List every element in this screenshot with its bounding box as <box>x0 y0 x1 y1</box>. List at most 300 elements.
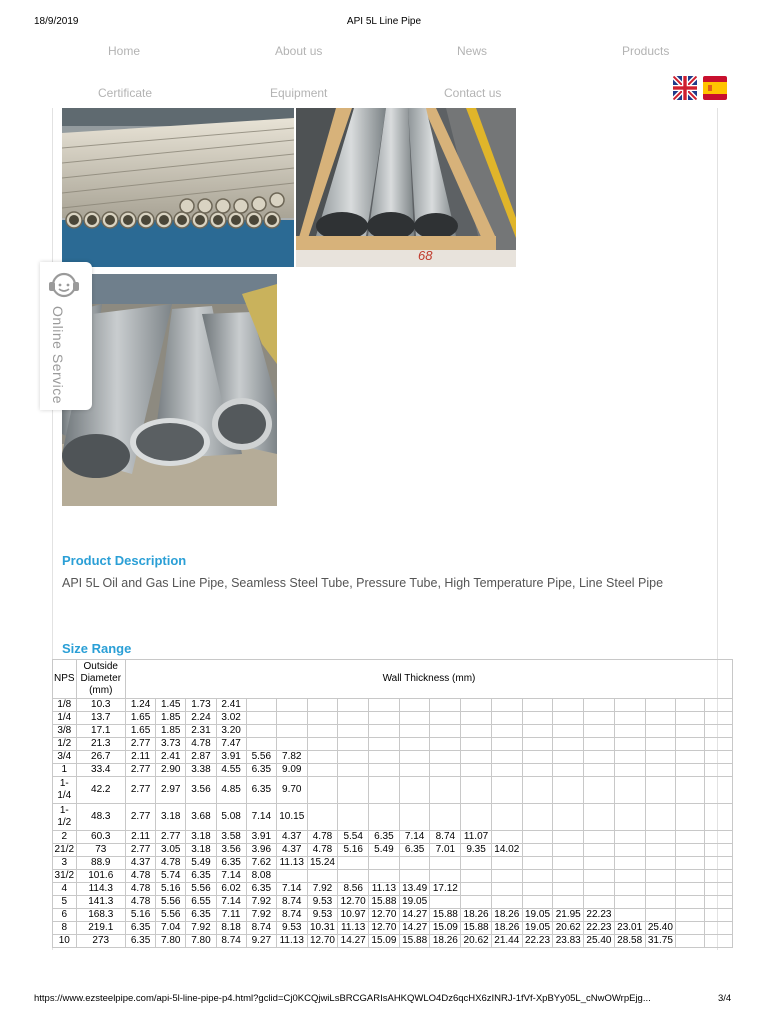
cell-wall-thickness: 5.16 <box>338 844 369 857</box>
cell-wall-thickness <box>307 699 338 712</box>
cell-outside-diameter: 10.3 <box>76 699 125 712</box>
table-row <box>53 896 733 909</box>
cell-wall-thickness <box>369 712 400 725</box>
cell-wall-thickness: 9.09 <box>276 764 307 777</box>
cell-wall-thickness <box>461 870 492 883</box>
cell-wall-thickness <box>645 896 676 909</box>
print-url: https://www.ezsteelpipe.com/api-5l-line-pipe-p4.html?gclid=Cj0KCQjwiLsBRCGARIsAHKQWLO4Dz6qcHX6zINRJ-1fVf-XpBYy05L_cNwOWrpEjg... <box>34 993 651 1004</box>
cell-wall-thickness: 14.27 <box>399 909 430 922</box>
cell-wall-thickness <box>645 844 676 857</box>
cell-wall-thickness <box>461 699 492 712</box>
cell-wall-thickness: 8.74 <box>276 909 307 922</box>
cell-wall-thickness: 2.77 <box>125 844 155 857</box>
table-row <box>53 738 733 751</box>
cell-wall-thickness: 6.35 <box>399 844 430 857</box>
table-row <box>53 712 733 725</box>
cell-wall-thickness: 9.35 <box>461 844 492 857</box>
cell-wall-thickness: 1.85 <box>156 712 186 725</box>
cell-wall-thickness <box>522 738 553 751</box>
cell-wall-thickness: 8.56 <box>338 883 369 896</box>
cell-outside-diameter: 114.3 <box>76 883 125 896</box>
cell-wall-thickness: 6.35 <box>369 831 400 844</box>
cell-wall-thickness <box>369 738 400 751</box>
cell-wall-thickness: 6.35 <box>216 857 246 870</box>
cell-wall-thickness: 1.73 <box>186 699 216 712</box>
cell-outside-diameter: 26.7 <box>76 751 125 764</box>
cell-wall-thickness <box>584 804 615 831</box>
table-row <box>53 935 733 948</box>
cell-wall-thickness: 9.27 <box>246 935 276 948</box>
cell-wall-thickness <box>553 738 584 751</box>
cell-wall-thickness: 23.01 <box>614 922 645 935</box>
cell-wall-thickness <box>522 857 553 870</box>
cell-outside-diameter: 33.4 <box>76 764 125 777</box>
cell-wall-thickness <box>307 725 338 738</box>
cell-wall-thickness <box>645 725 676 738</box>
cell-wall-thickness <box>461 804 492 831</box>
cell-wall-thickness <box>461 777 492 804</box>
cell-wall-thickness: 2.97 <box>156 777 186 804</box>
cell-wall-thickness <box>704 883 732 896</box>
cell-wall-thickness: 6.35 <box>186 909 216 922</box>
cell-wall-thickness <box>584 725 615 738</box>
cell-wall-thickness <box>553 857 584 870</box>
cell-wall-thickness: 22.23 <box>584 909 615 922</box>
cell-wall-thickness: 15.24 <box>307 857 338 870</box>
cell-wall-thickness <box>369 764 400 777</box>
cell-outside-diameter: 101.6 <box>76 870 125 883</box>
cell-wall-thickness <box>430 804 461 831</box>
cell-wall-thickness: 1.65 <box>125 725 155 738</box>
cell-wall-thickness: 5.56 <box>156 909 186 922</box>
cell-wall-thickness <box>614 831 645 844</box>
cell-wall-thickness <box>614 804 645 831</box>
cell-wall-thickness <box>522 777 553 804</box>
cell-wall-thickness: 14.27 <box>338 935 369 948</box>
cell-wall-thickness <box>704 909 732 922</box>
nav-item-equipment[interactable]: Equipment <box>270 86 328 100</box>
cell-wall-thickness <box>704 922 732 935</box>
cell-wall-thickness <box>676 831 704 844</box>
cell-wall-thickness <box>338 804 369 831</box>
cell-wall-thickness <box>307 777 338 804</box>
cell-wall-thickness: 4.78 <box>125 870 155 883</box>
cell-wall-thickness <box>399 738 430 751</box>
cell-wall-thickness: 11.13 <box>338 922 369 935</box>
cell-wall-thickness <box>430 738 461 751</box>
cell-wall-thickness: 9.53 <box>307 909 338 922</box>
cell-wall-thickness: 3.73 <box>156 738 186 751</box>
cell-wall-thickness <box>614 712 645 725</box>
cell-outside-diameter: 273 <box>76 935 125 948</box>
cell-wall-thickness <box>522 751 553 764</box>
cell-wall-thickness: 3.91 <box>246 831 276 844</box>
cell-wall-thickness: 13.49 <box>399 883 430 896</box>
cell-wall-thickness: 3.18 <box>156 804 186 831</box>
cell-outside-diameter: 17.1 <box>76 725 125 738</box>
cell-wall-thickness <box>584 896 615 909</box>
cell-wall-thickness <box>645 804 676 831</box>
table-row <box>53 804 733 831</box>
cell-wall-thickness <box>338 870 369 883</box>
cell-wall-thickness: 4.78 <box>307 831 338 844</box>
cell-wall-thickness <box>645 738 676 751</box>
cell-wall-thickness <box>276 725 307 738</box>
cell-wall-thickness <box>614 764 645 777</box>
cell-wall-thickness: 2.77 <box>125 764 155 777</box>
cell-wall-thickness <box>369 725 400 738</box>
cell-wall-thickness <box>614 738 645 751</box>
cell-nps: 5 <box>53 896 77 909</box>
size-range-heading: Size Range <box>62 641 132 656</box>
cell-wall-thickness <box>553 831 584 844</box>
print-title: API 5L Line Pipe <box>346 16 422 27</box>
cell-wall-thickness <box>399 764 430 777</box>
cell-wall-thickness: 20.62 <box>461 935 492 948</box>
cell-wall-thickness <box>522 725 553 738</box>
cell-wall-thickness <box>676 909 704 922</box>
cell-wall-thickness: 2.90 <box>156 764 186 777</box>
cell-wall-thickness <box>399 699 430 712</box>
cell-wall-thickness <box>399 857 430 870</box>
cell-wall-thickness: 8.74 <box>276 896 307 909</box>
cell-wall-thickness <box>430 777 461 804</box>
table-row <box>53 725 733 738</box>
cell-wall-thickness: 5.74 <box>156 870 186 883</box>
cell-wall-thickness: 11.07 <box>461 831 492 844</box>
cell-wall-thickness <box>461 751 492 764</box>
cell-wall-thickness: 5.49 <box>186 857 216 870</box>
cell-wall-thickness <box>553 870 584 883</box>
cell-wall-thickness <box>584 844 615 857</box>
cell-wall-thickness: 4.78 <box>125 883 155 896</box>
cell-wall-thickness <box>246 725 276 738</box>
nav-item-home[interactable]: Home <box>108 44 141 58</box>
cell-wall-thickness <box>676 764 704 777</box>
cell-wall-thickness <box>246 699 276 712</box>
cell-wall-thickness: 7.14 <box>246 804 276 831</box>
cell-wall-thickness: 7.14 <box>216 896 246 909</box>
cell-wall-thickness: 25.40 <box>584 935 615 948</box>
cell-outside-diameter: 21.3 <box>76 738 125 751</box>
cell-wall-thickness <box>276 870 307 883</box>
cell-wall-thickness: 2.41 <box>216 699 246 712</box>
print-footer <box>0 993 768 1007</box>
cell-wall-thickness: 3.68 <box>186 804 216 831</box>
cell-wall-thickness: 7.92 <box>246 896 276 909</box>
cell-wall-thickness <box>461 857 492 870</box>
cell-wall-thickness <box>584 857 615 870</box>
cell-nps: 31/2 <box>53 870 77 883</box>
cell-wall-thickness <box>553 844 584 857</box>
cell-wall-thickness <box>614 896 645 909</box>
cell-wall-thickness <box>645 777 676 804</box>
cell-wall-thickness <box>553 804 584 831</box>
table-row <box>53 764 733 777</box>
nav-item-about-us[interactable]: About us <box>275 44 323 58</box>
nav-item-products[interactable]: Products <box>622 44 670 58</box>
cell-wall-thickness <box>614 725 645 738</box>
nav-item-certificate[interactable]: Certificate <box>98 86 153 100</box>
cell-wall-thickness <box>307 712 338 725</box>
cell-wall-thickness <box>522 896 553 909</box>
cell-nps: 8 <box>53 922 77 935</box>
cell-wall-thickness <box>553 712 584 725</box>
cell-wall-thickness: 8.74 <box>430 831 461 844</box>
cell-wall-thickness <box>430 857 461 870</box>
cell-wall-thickness: 11.13 <box>369 883 400 896</box>
cell-wall-thickness <box>645 712 676 725</box>
cell-wall-thickness: 5.56 <box>246 751 276 764</box>
cell-wall-thickness: 1.85 <box>156 725 186 738</box>
cell-wall-thickness <box>614 699 645 712</box>
cell-wall-thickness <box>522 870 553 883</box>
cell-wall-thickness <box>704 725 732 738</box>
cell-wall-thickness: 15.09 <box>430 922 461 935</box>
cell-wall-thickness <box>614 777 645 804</box>
cell-wall-thickness <box>676 804 704 831</box>
cell-wall-thickness: 14.27 <box>399 922 430 935</box>
cell-wall-thickness <box>430 751 461 764</box>
cell-wall-thickness <box>461 883 492 896</box>
cell-wall-thickness: 1.24 <box>125 699 155 712</box>
cell-wall-thickness <box>614 883 645 896</box>
cell-wall-thickness <box>491 751 522 764</box>
cell-nps: 1/4 <box>53 712 77 725</box>
cell-wall-thickness: 4.78 <box>307 844 338 857</box>
cell-wall-thickness <box>522 804 553 831</box>
cell-wall-thickness <box>645 883 676 896</box>
cell-wall-thickness <box>584 777 615 804</box>
cell-wall-thickness <box>491 896 522 909</box>
cell-wall-thickness: 12.70 <box>369 922 400 935</box>
print-date: 18/9/2019 <box>34 16 79 27</box>
cell-wall-thickness <box>399 777 430 804</box>
cell-wall-thickness: 15.88 <box>461 922 492 935</box>
cell-wall-thickness: 7.92 <box>246 909 276 922</box>
cell-wall-thickness: 22.23 <box>584 922 615 935</box>
cell-wall-thickness: 19.05 <box>522 922 553 935</box>
cell-outside-diameter: 42.2 <box>76 777 125 804</box>
cell-wall-thickness: 2.11 <box>125 831 155 844</box>
cell-wall-thickness <box>307 870 338 883</box>
cell-wall-thickness: 6.35 <box>125 922 155 935</box>
cell-wall-thickness: 2.77 <box>125 777 155 804</box>
cell-wall-thickness <box>522 699 553 712</box>
table-row <box>53 922 733 935</box>
cell-wall-thickness <box>676 777 704 804</box>
cell-wall-thickness: 14.02 <box>491 844 522 857</box>
product-description-heading: Product Description <box>62 553 187 568</box>
cell-wall-thickness: 7.11 <box>216 909 246 922</box>
cell-wall-thickness: 3.56 <box>216 844 246 857</box>
cell-wall-thickness: 5.54 <box>338 831 369 844</box>
cell-wall-thickness <box>676 896 704 909</box>
cell-wall-thickness <box>430 870 461 883</box>
cell-wall-thickness: 15.09 <box>369 935 400 948</box>
cell-wall-thickness <box>369 870 400 883</box>
cell-wall-thickness <box>491 712 522 725</box>
cell-wall-thickness <box>614 751 645 764</box>
cell-wall-thickness: 18.26 <box>430 935 461 948</box>
cell-wall-thickness: 3.38 <box>186 764 216 777</box>
cell-wall-thickness: 17.12 <box>430 883 461 896</box>
cell-wall-thickness <box>553 699 584 712</box>
cell-nps: 10 <box>53 935 77 948</box>
cell-wall-thickness <box>676 712 704 725</box>
cell-wall-thickness <box>645 751 676 764</box>
cell-wall-thickness <box>491 883 522 896</box>
cell-wall-thickness <box>704 764 732 777</box>
cell-wall-thickness: 2.77 <box>156 831 186 844</box>
cell-wall-thickness: 3.18 <box>186 844 216 857</box>
cell-wall-thickness: 1.45 <box>156 699 186 712</box>
cell-wall-thickness: 15.88 <box>430 909 461 922</box>
cell-wall-thickness: 7.14 <box>276 883 307 896</box>
cell-wall-thickness: 4.78 <box>125 896 155 909</box>
cell-wall-thickness <box>676 922 704 935</box>
cell-nps: 1-1/4 <box>53 777 77 804</box>
cell-wall-thickness: 3.58 <box>216 831 246 844</box>
cell-wall-thickness <box>430 896 461 909</box>
cell-wall-thickness <box>461 738 492 751</box>
cell-wall-thickness <box>676 699 704 712</box>
cell-wall-thickness: 4.37 <box>276 844 307 857</box>
cell-wall-thickness: 11.13 <box>276 935 307 948</box>
print-page-number: 3/4 <box>718 993 732 1004</box>
cell-wall-thickness <box>584 699 615 712</box>
cell-nps: 1 <box>53 764 77 777</box>
cell-wall-thickness: 1.65 <box>125 712 155 725</box>
cell-wall-thickness: 12.70 <box>369 909 400 922</box>
cell-outside-diameter: 60.3 <box>76 831 125 844</box>
cell-wall-thickness <box>676 844 704 857</box>
cell-wall-thickness: 6.35 <box>125 935 155 948</box>
cell-wall-thickness: 5.56 <box>156 896 186 909</box>
cell-wall-thickness: 23.83 <box>553 935 584 948</box>
cell-wall-thickness <box>276 712 307 725</box>
cell-wall-thickness <box>399 751 430 764</box>
cell-wall-thickness: 31.75 <box>645 935 676 948</box>
cell-wall-thickness: 28.58 <box>614 935 645 948</box>
cell-wall-thickness <box>676 883 704 896</box>
header-outside-diameter: Outside Diameter (mm) <box>76 660 125 699</box>
table-row <box>53 751 733 764</box>
cell-wall-thickness: 2.24 <box>186 712 216 725</box>
cell-wall-thickness <box>399 725 430 738</box>
table-header-row <box>53 660 733 699</box>
cell-wall-thickness <box>246 738 276 751</box>
cell-nps: 3/8 <box>53 725 77 738</box>
cell-wall-thickness <box>276 699 307 712</box>
table-row <box>53 870 733 883</box>
cell-wall-thickness: 4.78 <box>186 738 216 751</box>
cell-wall-thickness <box>704 777 732 804</box>
cell-wall-thickness: 5.16 <box>125 909 155 922</box>
cell-wall-thickness <box>584 764 615 777</box>
cell-wall-thickness <box>491 857 522 870</box>
cell-wall-thickness <box>338 777 369 804</box>
cell-wall-thickness: 5.08 <box>216 804 246 831</box>
cell-wall-thickness <box>522 844 553 857</box>
cell-wall-thickness: 6.35 <box>246 777 276 804</box>
cell-outside-diameter: 48.3 <box>76 804 125 831</box>
cell-wall-thickness: 7.47 <box>216 738 246 751</box>
cell-wall-thickness <box>369 751 400 764</box>
cell-wall-thickness <box>614 844 645 857</box>
header-nps: NPS <box>53 660 77 699</box>
cell-wall-thickness <box>491 764 522 777</box>
table-row <box>53 777 733 804</box>
cell-wall-thickness <box>399 804 430 831</box>
cell-wall-thickness: 12.70 <box>338 896 369 909</box>
nav-item-contact-us[interactable]: Contact us <box>444 86 502 100</box>
cell-wall-thickness: 2.11 <box>125 751 155 764</box>
cell-wall-thickness <box>430 699 461 712</box>
size-range-table <box>52 659 733 948</box>
cell-wall-thickness: 3.56 <box>186 777 216 804</box>
cell-wall-thickness <box>553 896 584 909</box>
cell-wall-thickness <box>399 870 430 883</box>
cell-wall-thickness: 7.82 <box>276 751 307 764</box>
cell-wall-thickness <box>584 738 615 751</box>
cell-wall-thickness <box>614 909 645 922</box>
cell-wall-thickness: 10.31 <box>307 922 338 935</box>
cell-wall-thickness <box>704 751 732 764</box>
cell-wall-thickness <box>369 699 400 712</box>
cell-wall-thickness: 20.62 <box>553 922 584 935</box>
cell-wall-thickness: 2.31 <box>186 725 216 738</box>
cell-nps: 6 <box>53 909 77 922</box>
cell-wall-thickness <box>584 870 615 883</box>
cell-wall-thickness <box>307 804 338 831</box>
cell-wall-thickness: 7.04 <box>156 922 186 935</box>
cell-outside-diameter: 73 <box>76 844 125 857</box>
cell-wall-thickness: 8.08 <box>246 870 276 883</box>
cell-wall-thickness: 22.23 <box>522 935 553 948</box>
cell-wall-thickness: 15.88 <box>369 896 400 909</box>
cell-wall-thickness <box>704 896 732 909</box>
cell-wall-thickness: 3.20 <box>216 725 246 738</box>
cell-wall-thickness: 7.92 <box>307 883 338 896</box>
cell-wall-thickness: 8.18 <box>216 922 246 935</box>
cell-wall-thickness <box>704 857 732 870</box>
cell-wall-thickness: 10.97 <box>338 909 369 922</box>
nav-item-news[interactable]: News <box>457 44 488 58</box>
cell-wall-thickness: 4.78 <box>156 857 186 870</box>
cell-wall-thickness: 5.16 <box>156 883 186 896</box>
cell-wall-thickness: 4.85 <box>216 777 246 804</box>
cell-wall-thickness <box>461 712 492 725</box>
cell-wall-thickness <box>461 725 492 738</box>
cell-wall-thickness <box>676 751 704 764</box>
cell-wall-thickness: 4.37 <box>125 857 155 870</box>
cell-wall-thickness: 3.96 <box>246 844 276 857</box>
cell-wall-thickness: 8.74 <box>246 922 276 935</box>
cell-wall-thickness <box>338 764 369 777</box>
cell-wall-thickness <box>614 857 645 870</box>
cell-wall-thickness: 7.14 <box>399 831 430 844</box>
online-service-label: Online Service <box>50 306 66 405</box>
cell-wall-thickness <box>338 699 369 712</box>
cell-wall-thickness: 6.35 <box>246 883 276 896</box>
cell-outside-diameter: 141.3 <box>76 896 125 909</box>
cell-wall-thickness: 18.26 <box>491 922 522 935</box>
cell-outside-diameter: 168.3 <box>76 909 125 922</box>
cell-outside-diameter: 13.7 <box>76 712 125 725</box>
cell-wall-thickness <box>491 725 522 738</box>
cell-wall-thickness <box>584 751 615 764</box>
